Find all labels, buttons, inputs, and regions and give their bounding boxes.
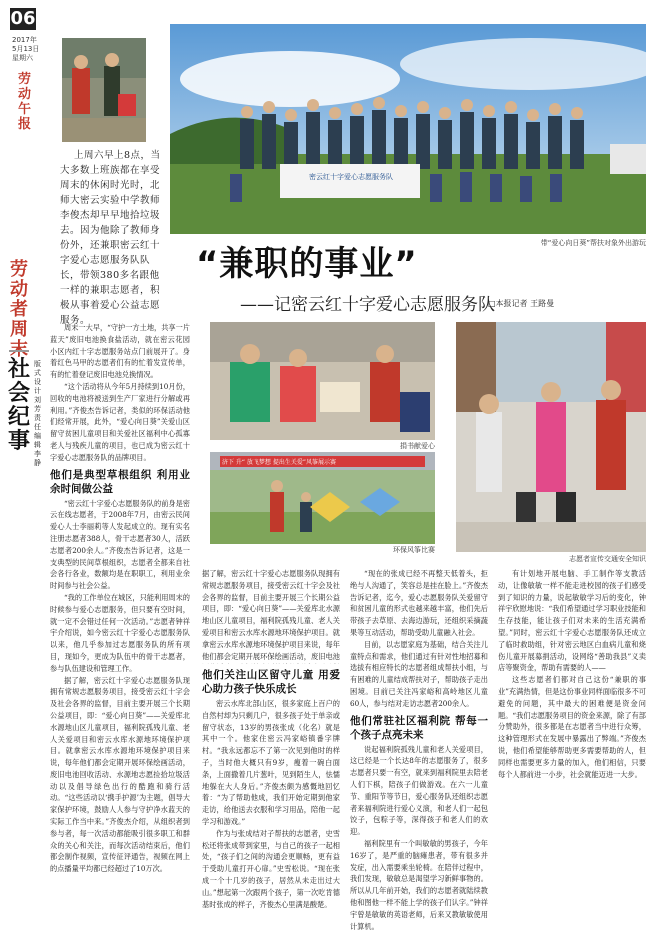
traffic-safety-graphic	[456, 322, 646, 552]
body-paragraph: “密云红十字爱心志愿服务队的前身是密云在线志愿者，于2008年7月，由密云民间爱心人士李丽莉等人发起成立的。现有实名注册志愿者388人，骨干志愿者30人，活跃志愿者200余人。”齐俊杰告诉记者，这是一支典型的民间草根组织，志愿者全都来自社会各行各业，数额均是在职职工，利用业余时间参与社会公益。	[50, 498, 190, 591]
body-paragraph: 据了解，密云红十字爱心志愿服务队现拥有常规志愿服务项目，接受密云红十字会及社会各界的监督，目前主要开展三个长期公益项目，即：“爱心向日葵”——关爱库北水源地山区儿童项目，福利院孤残儿童、老人关爱项目和密云水库水源地环境保护项目。就拿密云水库水源地环境保护项目来说，每年他们都会定期开展环保绘画活动，废旧电池回收活动、水源地志愿捡拾垃圾活动以及倡导绿色出行的酷跑和骑行活动。“这些活动以‘携手护源’为主题，倡导大家保护环境，鼓励人人参与守护净水蓝天的实际工作当中来。”齐俊杰介绍，从组织者到参与者，每一次活动都能吸引很多职工和群众的关心和关注，而每次活动结束后，他们都会制作视频，宣传征评通告，视频在网上的点播量平均都已经超过了10万次。	[50, 675, 190, 874]
body-paragraph: 福利院里有一个叫敏敏的男孩子，今年16岁了，是严重的脑瘫患者，带有很多并发症，出入需要乘坐轮椅。在陪伴过程中，我们发现，敏敏总是渴望学习新鲜事物的。所以从几年前开始，我们的志愿者就陆续教他和图他一样不能上学的孩子们认字。”钟祥宇曾是敏敏的英语老师，后来又教敏敏使用计算机。	[350, 838, 488, 931]
article-column-3	[350, 568, 488, 938]
date-line: 2017年	[12, 36, 37, 44]
hero-banner-text: 密云红十字爱心志愿服务队	[309, 173, 393, 181]
photo-traffic-safety	[456, 322, 646, 552]
editor-credit-line: 责任编辑	[34, 414, 41, 449]
hero-photo	[170, 24, 646, 234]
article-column-4	[498, 568, 646, 938]
editor-credit-line: 李静	[34, 450, 41, 467]
divider	[9, 350, 29, 352]
body-paragraph: “现在的张成已经不再整天低着头，拒绝与人沟通了，笑容总是挂在脸上。”齐俊杰告诉记者，迄今，爱心志愿服务队关爱留守和贫困儿童的形式也越来越丰富，他们先后带孩子去草原、去海边游玩，还组织采摘蔬果等互动活动，帮助受助儿童融入社会。	[350, 569, 488, 637]
article-column-2	[202, 568, 340, 938]
editor-credit-line: 刘芳	[34, 396, 41, 413]
lead-paragraph: 周末一大早，“守护一方土地，共享一片蓝天”废旧电池换食盐活动，就在密云花园小区内红十字志愿服务站点门前展开了。身着红色马甲的志愿者们有的忙着发宣传单，有的忙着登记废旧电池兑换情况。	[50, 323, 190, 380]
section-title: 他们是典型草根组织 利用业余时间做公益	[50, 468, 190, 495]
article-headline: “兼职的事业”	[196, 244, 418, 284]
body-paragraph: 有计划地开展电脑、手工制作等支教活动，让像敏敏一样不能走进校园的孩子们感受到了知识的力量，说起敏敏学习后的变化，钟祥宇欣慰地说：“我们希望通过学习职业技能和生存技能，能让孩子们对未来的生活充满希望。”同时，密云红十字爱心志愿服务队还成立了临时救助组，针对密云地区白血病儿童和烧伤儿童开展募捐活动，设网络“善助我县”义卖店等聚资金，帮助有需要的人——	[498, 569, 646, 673]
article-column-1	[50, 322, 190, 938]
article-subhead: ——记密云红十字爱心志愿服务队	[240, 295, 495, 315]
book-donation-graphic	[210, 322, 435, 440]
photo-caption-kite: 环保风筝比赛	[393, 546, 435, 554]
photo-book-donation	[210, 322, 435, 440]
issue-date	[12, 36, 39, 63]
photo-kite-contest	[210, 452, 435, 544]
hero-photo-caption: 带“爱心向日葵”帮扶对象外出游玩	[540, 239, 646, 247]
section-label-black: 社会纪事	[8, 357, 31, 454]
photo-volunteer-garbage	[62, 38, 146, 142]
editor-credit-line: 版式设计	[34, 360, 41, 395]
date-line: 星期六	[12, 54, 33, 62]
body-paragraph: 说起福利院孤残儿童和老人关爱项目，这已经是一个长达8年的志愿服务了，很多志愿者只要一有空，就来到福利院里去陪老人们下棋，陪孩子们做游戏。在六一儿童节、重阳节等节日，爱心服务队还组织志愿者来福利院进行爱心义演，和老人们一起包饺子，包粽子等，深得孩子和老人们的欢迎。	[350, 744, 488, 837]
date-line: 5月13日	[12, 45, 40, 53]
body-paragraph: 目前，以志愿家庭为基础，结合关注儿童特点和需求，他们通过有针对性地招募和选拔有相应特长的志愿者组成帮扶小组，与有困难的儿童结成帮扶对子，帮助孩子走出困境。目前已关注冯家峪和高岭地区儿童60人，参与结对走访志愿者200余人。	[350, 639, 488, 708]
group-photo-graphic	[170, 24, 646, 234]
newspaper-brand: 劳动午报	[18, 72, 32, 132]
editor-credits	[34, 360, 46, 468]
photo-caption-books: 捐书献爱心	[400, 442, 435, 450]
body-paragraph: 据了解，密云红十字爱心志愿服务队现拥有常规志愿服务项目，接受密云红十字会及社会各界的监督，目前主要开展三个长期公益项目，即：“爱心向日葵”——关爱库北水源地山区儿童项目，福利院孤残儿童、老人关爱项目和密云水库水源地环境保护项目。就拿密云水库水源地环境保护项目来说，每年他们都会定期开展环保绘画活动，废旧电池	[202, 569, 340, 661]
lead-paragraph: “这个活动将从今年5月持续到10月份，回收的电池将被送到生产厂家进行分解或再利用。”齐俊杰告诉记者，类似的环保活动他们经常开展，此外，“爱心向日葵”关爱山区留守贫困儿童项目和关爱社区福利中心孤寡老人与残疾儿童的项目，也已成为密云红十字爱心志愿服务队的品牌项目。	[50, 381, 190, 462]
page-number: 06	[10, 8, 36, 29]
body-paragraph: 这些志愿者们都对自己这份“兼职的事业”充满热情，但是这份事业同样面临很多不可避免的问题，其中最大的困难便是资金问题。“我们志愿服务项目的资金来源，除了有部分赞助外，很多都是在志愿者当中进行众筹，这种管理形式在发展中暴露出了弊端。”齐俊杰说，他们希望能够帮助更多需要帮助的人，但同样也需要更多力量的加入，他们相信，只要每个人都前进一小步，社会就能迈进一大步。	[498, 675, 646, 779]
article-byline: □本报记者 王路曼	[488, 299, 555, 308]
body-paragraph: “我的工作单位在城区，只能利用周末的时候参与爱心志愿服务，但只要有空时间，就一定不会错过任何一次活动。”志愿者钟祥宇介绍说，如今密云红十字爱心志愿服务队以来，他几乎参加过志愿服务队的所有项目，现如今，更成为队伍中的骨干志愿者，参与队伍建设和管理工作。	[50, 592, 190, 673]
top-caption: 上周六早上8点，当大多数上班族都在享受周末的休闲时光时，北师大密云实验中学教师李俊杰却早早地拾垃圾去。因为他除了教师身份外，还兼职密云红十字爱心志愿服务队队长，带领380多名跟他一样的兼职志愿者，积极从事着爱心公益志愿服务。	[60, 150, 161, 326]
section-title: 他们常驻社区福利院 帮每一个孩子点亮未来	[350, 714, 488, 741]
section-label-red: 劳动者周末	[10, 259, 28, 360]
volunteer-photo-graphic	[62, 38, 146, 142]
body-paragraph: 密云水库北部山区，很多家庭上百户的自然村却为只剩几户，很多孩子处于单亲或留守状态，13岁的男孩张成（化名）就是其中一个。他家住密云冯家峪镇番字牌村。“我永远都忘不了第一次见到他时的样子，当时他大概只有9岁，瘦着一碗白面条，上面撒着几片葱叶，见到陌生人，怯懦地躲在大人身后。”齐俊杰颇为感慨地回忆着：“为了帮助他成，我们开始定期到他家走访，给他送去衣服和学习用品，陪他一起学习和游戏。”	[202, 699, 340, 826]
body-paragraph: 作为与张成结对子帮扶的志愿者，史雪松还将张成带到家里，与自己的孩子一起相处，“孩子们之间的沟通会更顺畅，更有益于受助儿童打开心扉。”史雪松说。“现在张成一个十几岁的孩子，居然从未走出过大山。”想起第一次跟两个孩子，第一次吃肯德基时张成的样子，齐俊杰心里满是酸楚。	[202, 828, 340, 909]
photo-caption-safety: 志愿者宣传交通安全知识	[569, 555, 646, 563]
section-title: 他们关注山区留守儿童 用爱心助力孩子快乐成长	[202, 669, 340, 695]
kite-banner-text: 济下 升“ 放飞梦想 提出生关爱”风筝展示赛	[222, 459, 336, 466]
